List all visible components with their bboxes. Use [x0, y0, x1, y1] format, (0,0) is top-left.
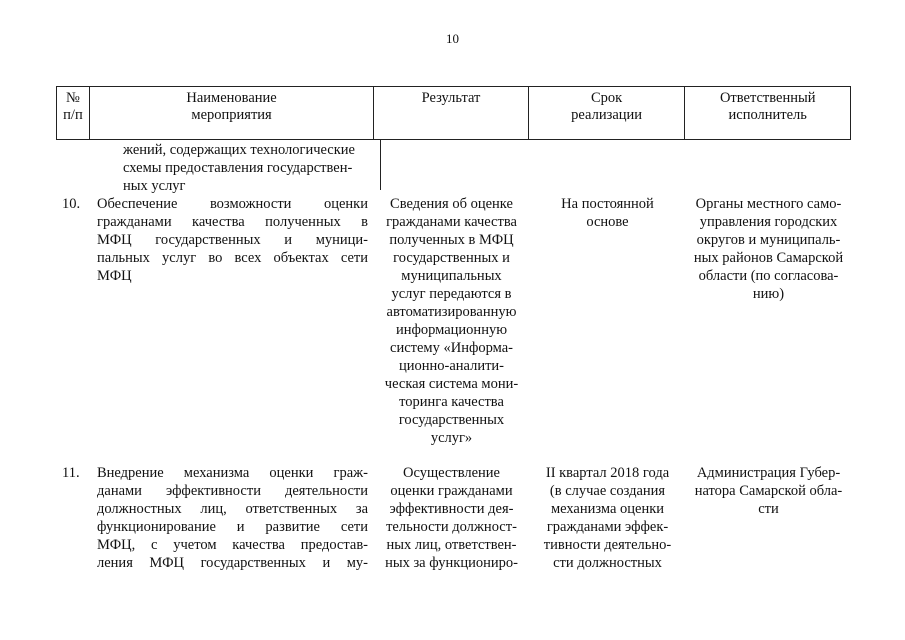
- table-row: [56, 464, 851, 572]
- row-result-line: тельности должност-: [386, 519, 517, 535]
- header-num-line: №: [66, 90, 80, 106]
- row-result-line: услуг»: [430, 430, 473, 446]
- row-term-line: гражданами эффек-: [546, 519, 669, 535]
- row-result-line: ных за функциониро-: [385, 555, 518, 571]
- row-result-line: государственных: [398, 412, 505, 428]
- header-term-line: Срок: [591, 90, 623, 106]
- row-result-line: полученных в МФЦ: [389, 232, 514, 248]
- header-num: [57, 87, 90, 139]
- row-responsible-line: нию): [752, 286, 785, 302]
- row-result-line: эффективности дея-: [389, 501, 514, 517]
- row-result: [374, 195, 529, 447]
- row-term-line: тивности деятельно-: [543, 537, 672, 553]
- row-result-line: услуг передаются в: [391, 286, 512, 302]
- row-responsible: [686, 464, 851, 572]
- row-term-line: сти должностных: [553, 555, 662, 571]
- row-result-line: информационную: [395, 322, 508, 338]
- row-result-line: ционно-аналити-: [398, 358, 505, 374]
- row-name-line: Обеспечение возможности оценки: [97, 196, 368, 212]
- row-num: 11.: [62, 465, 80, 481]
- row-term-line: На постоянной: [561, 196, 654, 212]
- row-term-line: (в случае создания: [549, 483, 666, 499]
- row-responsible-line: сти: [758, 501, 779, 517]
- header-name-line: Наименование: [186, 90, 277, 106]
- header-term-line: реализации: [571, 107, 643, 123]
- row-name-line: гражданами качества полученных в: [97, 214, 368, 230]
- row-result-line: государственных и: [393, 250, 510, 266]
- table-row: [56, 195, 851, 447]
- row-result-line: ческая система мони-: [384, 376, 519, 392]
- row-responsible-line: Администрация Губер-: [696, 465, 841, 481]
- row-result-line: торинга качества: [399, 394, 504, 410]
- row-name-line: Внедрение механизма оценки граж-: [97, 465, 368, 481]
- header-responsible: [685, 87, 850, 139]
- header-name-line: мероприятия: [191, 107, 272, 123]
- row-result-line: Осуществление: [403, 465, 500, 481]
- row-name-line: должностных лиц, ответственных за: [97, 501, 368, 517]
- row-result-line: оценки гражданами: [390, 483, 513, 499]
- header-responsible-line: Ответственный: [719, 90, 816, 106]
- row-responsible-line: области (по согласова-: [698, 268, 839, 284]
- header-term: [529, 87, 686, 139]
- row-term-line: основе: [586, 214, 629, 230]
- measures-table: [56, 86, 851, 572]
- row-name-line: МФЦ, с учетом качества предостав-: [97, 537, 368, 553]
- row-result-line: автоматизированную: [386, 304, 517, 320]
- row-name: [89, 195, 374, 447]
- row-name-line: данами эффективности деятельности: [97, 483, 368, 499]
- header-result: [374, 87, 529, 139]
- row-name-line: ления МФЦ государственных и му-: [97, 555, 368, 571]
- row-name-line: ных услуг: [123, 178, 186, 194]
- row-responsible-line: ных районов Самарской: [693, 250, 844, 266]
- table-header: [56, 86, 851, 140]
- table-row: [56, 141, 851, 195]
- row-name-line: МФЦ государственных и муници-: [97, 232, 368, 248]
- row-num: 10.: [62, 196, 81, 212]
- row-term: [529, 141, 686, 195]
- row-result: [374, 464, 529, 572]
- row-name-line: МФЦ: [97, 268, 132, 284]
- row-name-line: функционирование и развитие сети: [97, 519, 368, 535]
- row-responsible: [686, 195, 851, 447]
- row-name-line: схемы предоставления государствен-: [123, 160, 353, 176]
- row-term-line: механизма оценки: [550, 501, 665, 517]
- row-result: [374, 141, 529, 195]
- row-responsible: [686, 141, 851, 195]
- row-name-line: пальных услуг во всех объектах сети: [97, 250, 368, 266]
- row-result-line: систему «Информа-: [390, 340, 513, 356]
- header-result-line: Результат: [421, 90, 481, 106]
- continuation-divider: [380, 140, 381, 190]
- row-result-line: ных лиц, ответствен-: [386, 537, 517, 553]
- row-responsible-line: натора Самарской обла-: [694, 483, 843, 499]
- header-responsible-line: исполнитель: [728, 107, 807, 123]
- row-name: [89, 141, 374, 195]
- header-name: [90, 87, 374, 139]
- row-name: [89, 464, 374, 572]
- row-responsible-line: управления городских: [699, 214, 838, 230]
- row-responsible-line: округов и муниципаль-: [696, 232, 841, 248]
- row-term-line: II квартал 2018 года: [545, 465, 670, 481]
- row-num: [56, 141, 89, 195]
- header-num-line: п/п: [63, 107, 83, 123]
- row-term: [529, 195, 686, 447]
- page-number: 10: [446, 31, 459, 46]
- row-responsible-line: Органы местного само-: [695, 196, 842, 212]
- row-result-line: Сведения об оценке: [390, 196, 513, 212]
- row-result-line: гражданами качества: [386, 214, 517, 230]
- row-term: [529, 464, 686, 572]
- row-result-line: муниципальных: [401, 268, 502, 284]
- row-name-line: жений, содержащих технологические: [123, 142, 355, 158]
